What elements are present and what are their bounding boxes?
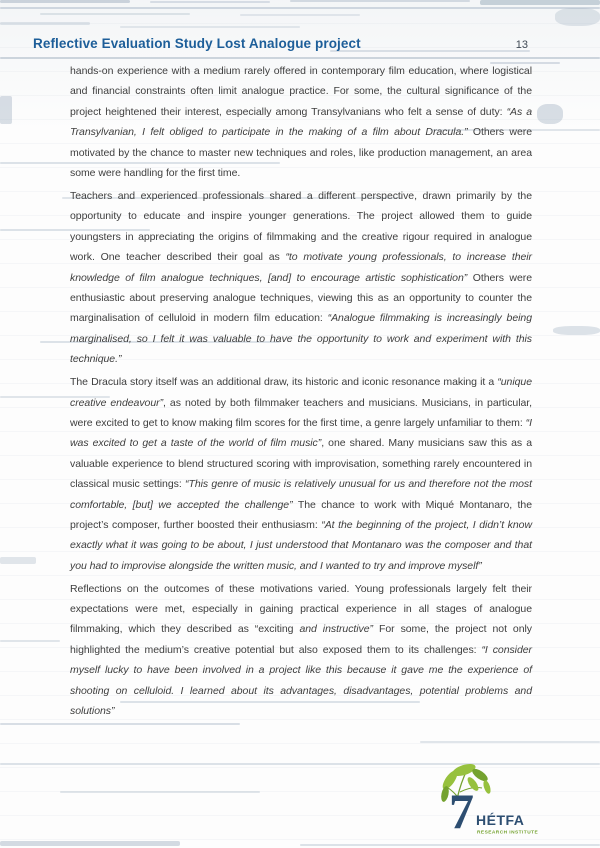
body-run: hands-on experience with a medium rarely offered in contemporary film education, where logistical and financial constraints often limit analogue practice. For some, the cultural significance of the project heightened their interest, especially among Transylvanians who felt a sense of duty: bbox=[70, 65, 532, 118]
texture-streak bbox=[0, 96, 12, 124]
logo-name: HÉTFA bbox=[476, 812, 525, 828]
texture-streak bbox=[480, 0, 600, 5]
body-run: For some, the project not only highlighted the medium’s creative potential but also exposed them to its challenges: bbox=[70, 623, 532, 656]
logo-subtitle: RESEARCH INSTITUTE bbox=[477, 830, 539, 836]
hetfa-logo-graphic bbox=[436, 762, 548, 844]
texture-streak bbox=[40, 13, 190, 15]
texture-streak bbox=[0, 57, 600, 59]
quote-text: “As a Transylvanian, I felt obliged to participate in the making of a film about Dracula.” bbox=[70, 105, 532, 139]
body-run: Reflections on the outcomes of these motivations varied. Young professionals largely felt their expectations were met, especially in gaining practical experience in all stages of analogue filmmaking, which they described as “exciting bbox=[70, 582, 532, 636]
quote-text: “At the beginning of the project, I didn’t know exactly what it was going to be about, I just understood that Montanaro was the composer and that you had to improvise alongside the written music, and I wanted to try and improve myself” bbox=[70, 518, 532, 572]
body-run: , as noted by both filmmaker teachers and musicians. Musicians, in particular, were excited to get to know making film scores for the first time, a genre largely unfamiliar to them: bbox=[70, 396, 533, 429]
body-run: , one shared. Many musicians saw this as a valuable experience to blend structured scoring with improvisation, something rarely encountered in classical music settings: bbox=[70, 437, 533, 491]
body-run: Teachers and experienced professionals shared a different perspective, drawn primarily by the opportunity to educate and inspire younger generations. The project allowed them to guide youngsters in appreciating the origins of filmmaking and the creative rigour required in analogue work. One teacher described their goal as bbox=[70, 189, 532, 264]
quote-text: “I was excited to get a taste of the world of film music” bbox=[70, 416, 532, 450]
body-run: Others were enthusiastic about preserving analogue techniques, viewing this as an opportunity to counter the marginalisation of celluloid in modern film education: bbox=[70, 271, 532, 325]
body-run: The chance to work with Miqué Montanaro, the project’s composer, further boosted their enthusiasm: bbox=[70, 498, 532, 531]
texture-streak bbox=[60, 791, 260, 793]
texture-streak bbox=[553, 326, 600, 335]
page-title: Reflective Evaluation Study Lost Analogue project bbox=[33, 36, 361, 51]
logo-numeral: 7 bbox=[449, 783, 474, 839]
texture-streak bbox=[150, 1, 270, 3]
quote-text: and instructive” bbox=[299, 623, 373, 636]
texture-streak bbox=[290, 0, 470, 2]
quote-text: “I consider myself lucky to have been involved in a project like this because it gave me the experience of shooting on celluloid. I learned about its advantages, disadvantages, potential problems and solutions” bbox=[70, 643, 532, 718]
texture-streak bbox=[0, 7, 600, 9]
texture-streak bbox=[0, 640, 60, 642]
quote-text: “unique creative endeavour” bbox=[70, 376, 532, 409]
body-run: The Dracula story itself was an additional draw, its historic and iconic resonance making it a bbox=[70, 376, 498, 389]
texture-streak bbox=[300, 844, 600, 846]
paragraph bbox=[70, 61, 532, 183]
texture-streak bbox=[0, 841, 180, 846]
page-number: 13 bbox=[515, 39, 528, 51]
body-text bbox=[70, 61, 532, 724]
texture-streak bbox=[120, 26, 300, 28]
page-header bbox=[33, 36, 528, 51]
body-run: Others were motivated by the chance to master new techniques and roles, like production management, an area some were handling for the first time. bbox=[70, 126, 532, 180]
texture-streak bbox=[537, 104, 563, 124]
paragraph bbox=[70, 579, 532, 722]
quote-text: “This genre of music is relatively unusual for us and therefore not the most comfortable, [but] we accepted the challenge” bbox=[70, 478, 532, 511]
hetfa-logo bbox=[436, 762, 548, 844]
texture-streak bbox=[555, 8, 600, 26]
quote-text: “Analogue filmmaking is increasingly being marginalised, so I felt it was valuable to have the opportunity to work and experiment with this technique.” bbox=[70, 312, 532, 366]
texture-streak bbox=[0, 0, 130, 3]
texture-streak bbox=[420, 741, 600, 743]
paragraph bbox=[70, 372, 532, 576]
texture-streak bbox=[0, 557, 36, 564]
texture-streak bbox=[0, 22, 90, 25]
paragraph bbox=[70, 186, 532, 370]
texture-streak bbox=[240, 14, 360, 16]
quote-text: “to motivate young professionals, to increase their knowledge of film analogue techniques, [and] to encourage artistic sophistication” bbox=[70, 251, 533, 284]
